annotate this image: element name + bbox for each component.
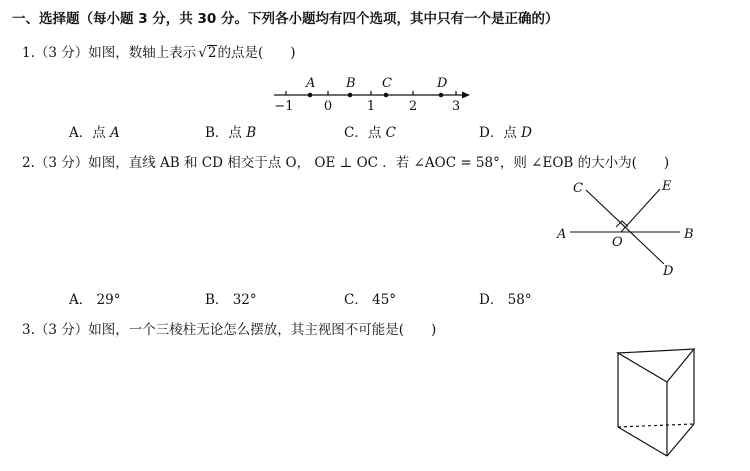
tick-label-2: 2: [408, 99, 418, 114]
point-d-label: D: [437, 76, 448, 91]
label-a: A: [557, 227, 567, 242]
q2-option-a[interactable]: A． 29°: [69, 292, 121, 308]
q2-option-c[interactable]: C． 45°: [344, 292, 397, 308]
q1-stem-post: 的点是( ): [217, 45, 296, 61]
point-b-label: B: [346, 76, 356, 91]
tick-label-1: 1: [366, 99, 376, 114]
question-3-stem: 3.（3 分）如图，一个三棱柱无论怎么摆放，其主视图不可能是( ): [22, 322, 437, 338]
label-e: E: [662, 179, 672, 194]
tick-label-3: 3: [451, 99, 461, 114]
option-label: C．点: [344, 125, 382, 141]
prism-top-face: [618, 349, 694, 382]
option-label: B．点: [205, 125, 242, 141]
option-value: C: [385, 125, 396, 141]
tick-label-0: 0: [323, 99, 333, 114]
prism-bottom-right-edge: [667, 424, 694, 456]
q2-option-d[interactable]: D． 58°: [479, 292, 532, 308]
option-label: D．点: [479, 125, 517, 141]
prism-bottom-left-edge: [618, 427, 667, 456]
sqrt-symbol: √: [198, 45, 207, 61]
point-c-label: C: [382, 76, 392, 91]
option-value: B: [246, 125, 257, 141]
prism-hidden-edge: [618, 424, 694, 427]
sqrt-radicand: 2: [207, 45, 217, 61]
q1-stem-pre: 1.（3 分）如图，数轴上表示: [22, 45, 197, 61]
option-value: A: [110, 125, 120, 141]
label-o: O: [612, 235, 623, 250]
label-b: B: [684, 227, 694, 242]
label-d: D: [663, 264, 674, 279]
label-c: C: [573, 181, 583, 196]
point-a-label: A: [306, 76, 316, 91]
option-label: A．点: [69, 125, 106, 141]
q2-option-b[interactable]: B． 32°: [205, 292, 257, 308]
question-2-stem: 2.（3 分）如图，直线 AB 和 CD 相交于点 O， OE ⊥ OC ．若 ∠AOC = 58°，则 ∠EOB 的大小为( ): [22, 155, 670, 171]
tick-label-neg1: −1: [274, 99, 294, 114]
section-header: 一、选择题（每小题 3 分，共 30 分。下列各小题均有四个选项，其中只有一个是正确的）: [12, 11, 559, 27]
option-value: D: [521, 125, 532, 141]
